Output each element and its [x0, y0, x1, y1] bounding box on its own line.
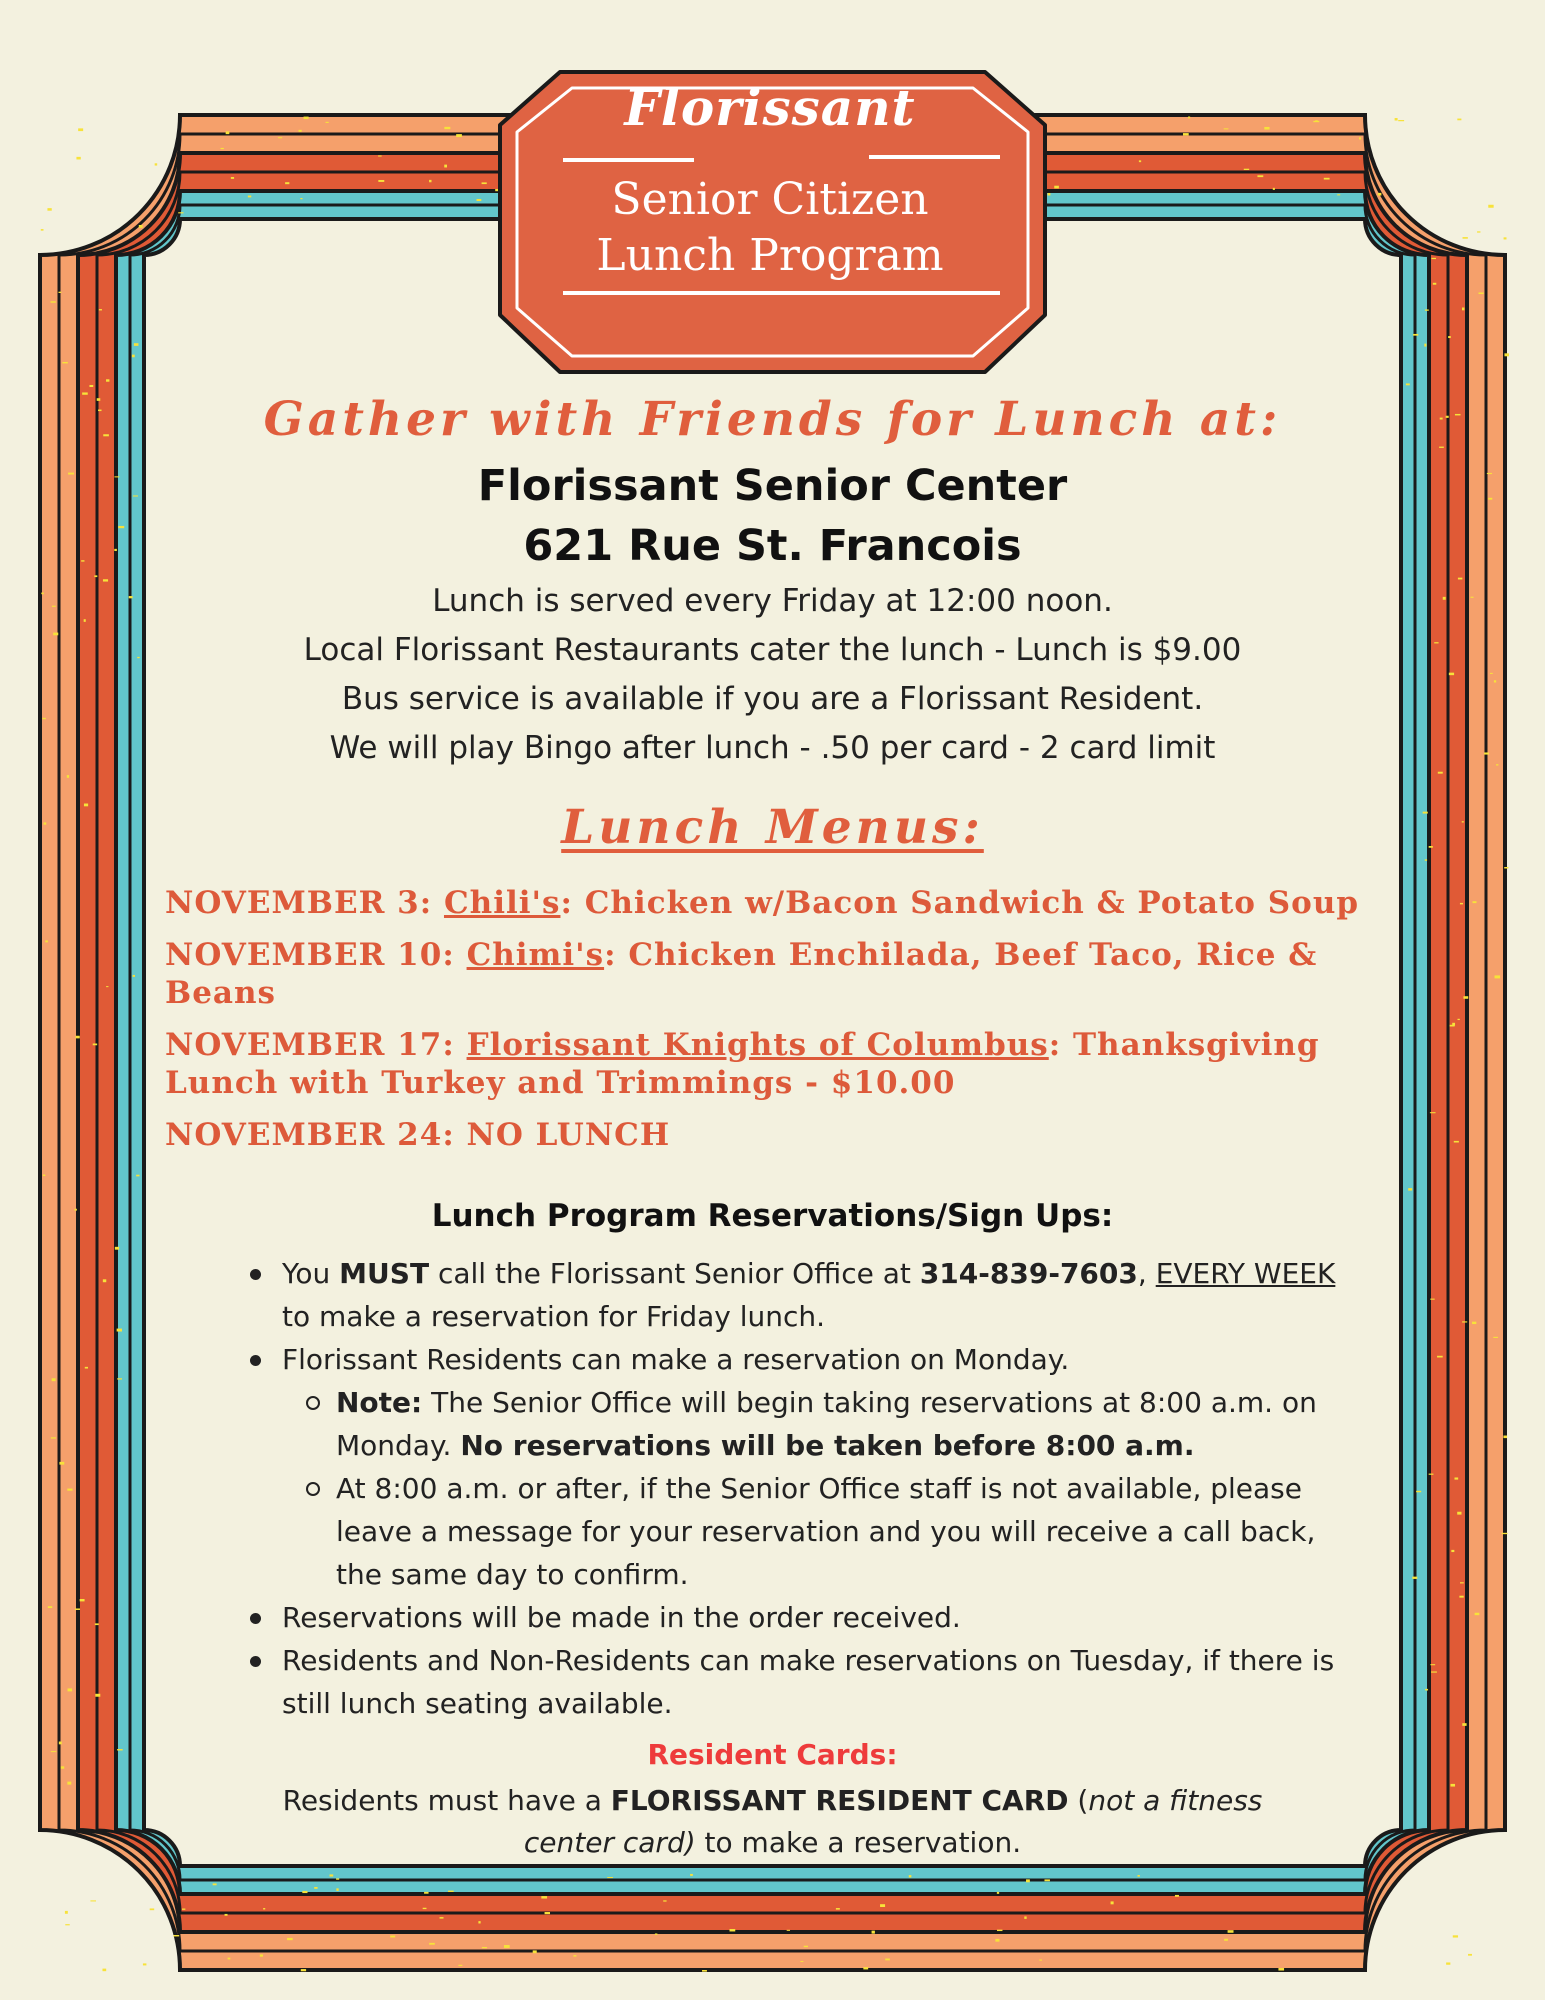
speckle — [114, 549, 117, 551]
menu-description: : Chicken w/Bacon Sandwich & Potato Soup — [560, 885, 1360, 921]
speckle — [1494, 680, 1496, 682]
speckle — [1462, 307, 1464, 310]
speckle — [336, 1888, 338, 1891]
speckle — [1278, 1968, 1284, 1971]
speckle — [997, 1930, 1002, 1931]
speckle — [102, 1969, 106, 1972]
speckle — [1458, 1019, 1460, 1020]
speckle — [76, 1036, 80, 1039]
speckle — [287, 1938, 293, 1940]
speckle — [1175, 1895, 1179, 1897]
speckle — [225, 1914, 228, 1916]
speckle — [178, 212, 183, 213]
speckle — [1454, 1141, 1459, 1143]
speckle — [59, 1462, 64, 1465]
speckle — [1433, 283, 1436, 285]
speckle — [378, 155, 382, 156]
speckle — [43, 1175, 46, 1177]
speckle — [541, 1896, 547, 1898]
speckle — [545, 1912, 550, 1914]
menu-item — [165, 1116, 1405, 1154]
speckle — [1228, 1930, 1234, 1933]
speckle — [533, 1950, 537, 1953]
speckle — [836, 1908, 840, 1910]
bold-text: FLORISSANT RESIDENT CARD — [610, 1784, 1069, 1817]
speckle — [1416, 1491, 1421, 1492]
speckle — [65, 1911, 68, 1914]
speckle — [476, 199, 481, 201]
speckle — [1183, 133, 1189, 135]
speckle — [885, 1959, 890, 1961]
speckle — [97, 398, 101, 401]
speckle — [429, 180, 431, 182]
speckle — [440, 1917, 444, 1919]
speckle — [52, 1378, 56, 1381]
speckle — [134, 343, 139, 346]
speckle — [1504, 867, 1508, 868]
speckle — [448, 1891, 454, 1892]
menu-item — [165, 1026, 1405, 1102]
speckle — [1473, 901, 1477, 903]
must-text: MUST — [339, 1257, 430, 1290]
speckle — [1054, 186, 1059, 189]
speckle — [231, 177, 234, 179]
speckle — [117, 1749, 123, 1750]
speckle — [52, 606, 56, 607]
speckle — [1044, 1879, 1049, 1881]
menu-restaurant: Chimi's — [466, 937, 605, 973]
reservation-bullet — [248, 1252, 1348, 1338]
resident-cards-title: Resident Cards: — [647, 1738, 898, 1771]
speckle — [424, 1892, 428, 1894]
speckle — [155, 163, 157, 165]
venue-name: Florissant Senior Center — [477, 461, 1068, 511]
speckle — [655, 1933, 657, 1935]
speckle — [1026, 1879, 1030, 1882]
speckle — [1451, 1550, 1454, 1552]
speckle — [1412, 1577, 1417, 1579]
lunch-details — [140, 577, 1405, 773]
speckle — [67, 1489, 72, 1491]
speckle — [1188, 117, 1190, 119]
speckle — [1463, 996, 1468, 999]
speckle — [302, 1891, 307, 1893]
speckle — [787, 1930, 790, 1931]
speckle — [41, 593, 43, 595]
menu-date: NOVEMBER 3: — [165, 885, 444, 921]
speckle — [228, 1958, 231, 1960]
speckle — [1460, 903, 1463, 904]
speckle — [1430, 1112, 1436, 1113]
speckle — [1462, 1723, 1466, 1726]
speckle — [423, 1908, 427, 1909]
phone-number: 314-839-7603 — [919, 1257, 1138, 1290]
speckle — [444, 127, 450, 129]
speckle — [1455, 414, 1461, 415]
speckle — [1458, 578, 1462, 580]
speckle — [1138, 1875, 1140, 1877]
speckle — [804, 1946, 808, 1947]
speckle — [1446, 1962, 1450, 1964]
speckle — [1503, 1436, 1507, 1439]
text: to make a reservation for Friday lunch. — [282, 1300, 826, 1333]
speckle — [75, 1608, 80, 1610]
speckle — [1457, 119, 1461, 121]
speckle — [1462, 1321, 1467, 1322]
speckle — [1502, 1533, 1508, 1534]
speckle — [44, 822, 47, 824]
speckle — [51, 1437, 56, 1438]
speckle — [68, 1688, 73, 1691]
speckle — [98, 410, 102, 412]
speckle — [1425, 309, 1429, 310]
speckle — [99, 309, 102, 310]
speckle — [80, 1599, 85, 1601]
speckle — [478, 1921, 480, 1923]
speckle — [390, 1935, 395, 1937]
speckle — [872, 1931, 875, 1934]
detail-line: We will play Bingo after lunch - .50 per card - 2 card limit — [329, 730, 1216, 766]
menu-restaurant: Chili's — [443, 885, 561, 921]
text: You — [282, 1257, 340, 1290]
speckle — [1496, 764, 1498, 765]
speckle — [136, 1175, 139, 1177]
speckle — [114, 476, 119, 477]
menu-item — [165, 884, 1405, 922]
speckle — [129, 596, 133, 598]
reservation-bullet: Reservations will be made in the order received. — [248, 1596, 1348, 1639]
speckle — [299, 130, 302, 132]
speckle — [1443, 597, 1446, 600]
speckle — [729, 1929, 735, 1931]
speckle — [1472, 1322, 1476, 1324]
speckle — [94, 575, 97, 577]
reservations-list — [248, 1252, 1348, 1725]
program-title — [560, 172, 980, 284]
speckle — [429, 1943, 435, 1945]
speckle — [1440, 418, 1443, 420]
speckle — [1024, 1916, 1026, 1918]
speckle — [1463, 237, 1468, 239]
venue — [140, 456, 1405, 576]
speckle — [81, 560, 84, 561]
speckle — [1224, 128, 1229, 129]
speckle — [260, 1954, 263, 1956]
speckle — [1437, 1356, 1443, 1358]
every-week-text: EVERY WEEK — [1155, 1257, 1336, 1290]
menus-title-text: Lunch Menus: — [561, 800, 984, 855]
headline: Gather with Friends for Lunch at: — [263, 392, 1282, 447]
speckle — [115, 1247, 119, 1250]
speckle — [304, 117, 309, 120]
speckle — [1395, 118, 1398, 121]
speckle — [106, 379, 109, 381]
text: The Senior Office will begin taking reservations at 8:00 a.m. on Monday. — [336, 1386, 1317, 1462]
speckle — [85, 1367, 88, 1369]
speckle — [504, 1945, 510, 1948]
speckle — [1454, 1477, 1458, 1479]
speckle — [51, 1751, 56, 1752]
speckle — [117, 1329, 122, 1332]
speckle — [173, 1935, 179, 1936]
speckle — [95, 1694, 100, 1697]
reservation-sub-bullet — [248, 1381, 1348, 1467]
speckle — [143, 1963, 146, 1965]
speckle — [1434, 642, 1438, 643]
speckle — [1471, 597, 1474, 598]
speckle — [1430, 1664, 1435, 1665]
speckle — [1450, 1784, 1455, 1787]
speckle — [75, 1209, 77, 1211]
speckle — [1244, 169, 1249, 170]
speckle — [1487, 473, 1492, 474]
speckle — [1504, 353, 1509, 356]
speckle — [1429, 1474, 1434, 1475]
speckle — [95, 1623, 99, 1625]
speckle — [51, 301, 56, 302]
speckle — [1425, 859, 1427, 860]
speckle — [90, 1900, 96, 1901]
speckle — [1479, 292, 1484, 294]
speckle — [118, 526, 124, 528]
speckle — [103, 579, 108, 581]
speckle — [1413, 334, 1418, 336]
detail-line: Local Florissant Restaurants cater the lunch - Lunch is $9.00 — [303, 632, 1242, 668]
speckle — [1457, 1512, 1461, 1515]
speckle — [863, 1967, 868, 1969]
speckle — [67, 775, 69, 778]
text: ( — [1068, 1784, 1089, 1817]
resident-cards-text — [270, 1780, 1275, 1864]
reservation-sub-bullet: At 8:00 a.m. or after, if the Senior Office staff is not available, please leave a message for your reservation and you will receive a call back, the same day to confirm. — [248, 1467, 1348, 1596]
speckle — [62, 362, 67, 363]
reservations-title: Lunch Program Reservations/Sign Ups: — [431, 1198, 1114, 1234]
speckle — [378, 180, 384, 182]
speckle — [1459, 1596, 1463, 1598]
speckle — [336, 1878, 339, 1879]
speckle — [1431, 1671, 1437, 1672]
speckle — [1453, 1935, 1458, 1937]
speckle — [61, 1766, 64, 1768]
speckle — [82, 392, 88, 394]
speckle — [78, 128, 83, 131]
italic-text: not a fitness center card) — [523, 1784, 1263, 1859]
speckle — [1446, 416, 1449, 418]
speckle — [89, 385, 93, 387]
speckle — [263, 1908, 265, 1909]
speckle — [76, 157, 80, 160]
speckle — [690, 1874, 693, 1876]
speckle — [800, 1961, 803, 1962]
speckle — [1448, 336, 1451, 338]
speckle — [1488, 205, 1493, 208]
speckle — [1438, 772, 1443, 774]
speckle — [106, 986, 108, 987]
menu-item — [165, 936, 1405, 1012]
speckle — [444, 165, 447, 168]
speckle — [301, 1969, 306, 1971]
speckle — [458, 1965, 462, 1966]
speckle — [42, 718, 45, 719]
speckle — [482, 1947, 487, 1948]
menu-restaurant: Florissant Knights of Columbus — [466, 1027, 1049, 1063]
speckle — [1439, 447, 1444, 448]
speckle — [132, 355, 135, 358]
speckle — [48, 1606, 52, 1608]
speckle — [65, 1924, 69, 1925]
detail-line: Bus service is available if you are a Florissant Resident. — [341, 681, 1204, 717]
menu-date: NOVEMBER 10: — [165, 937, 467, 973]
speckle — [1477, 231, 1480, 232]
text: Residents must have a — [282, 1784, 611, 1817]
speckle — [1462, 821, 1464, 822]
speckle — [995, 1939, 999, 1942]
speckle — [1039, 1960, 1042, 1961]
speckle — [1359, 137, 1361, 139]
speckle — [1337, 194, 1340, 195]
speckle — [47, 208, 51, 211]
program-title-line1: Senior Citizen — [611, 174, 929, 225]
speckle — [59, 1742, 62, 1745]
speckle — [1398, 120, 1404, 121]
speckle — [1273, 188, 1275, 190]
program-title-line2: Lunch Program — [596, 230, 944, 281]
speckle — [1139, 160, 1141, 162]
speckle — [133, 975, 135, 977]
speckle — [150, 1908, 155, 1910]
detail-line: Lunch is served every Friday at 12:00 noon. — [432, 583, 1113, 619]
reservation-bullet: Residents and Non-Residents can make reservations on Tuesday, if there is still lunch seating available. — [248, 1639, 1348, 1725]
speckle — [221, 148, 224, 149]
speckle — [103, 434, 109, 436]
speckle — [1490, 673, 1493, 674]
speckle — [1504, 237, 1507, 239]
speckle — [1460, 1582, 1464, 1583]
brand-name: Florissant — [624, 78, 916, 137]
speckle — [103, 1279, 106, 1282]
speckle — [1431, 258, 1436, 259]
speckle — [226, 131, 230, 134]
speckle — [1264, 127, 1269, 130]
speckle — [1484, 752, 1489, 754]
speckle — [607, 1877, 613, 1878]
speckle — [1257, 175, 1263, 177]
speckle — [68, 473, 74, 475]
speckle — [67, 1782, 71, 1785]
speckle — [1468, 1954, 1472, 1956]
text: to make a reservation. — [695, 1826, 1022, 1859]
menu-list — [165, 884, 1405, 1168]
speckle — [93, 1044, 97, 1046]
speckle — [1406, 383, 1410, 385]
speckle — [300, 198, 302, 199]
speckle — [1475, 1613, 1480, 1615]
speckle — [285, 182, 289, 184]
speckle — [213, 1883, 217, 1885]
speckle — [482, 182, 487, 184]
speckle — [702, 1970, 707, 1972]
speckle — [663, 1900, 666, 1901]
speckle — [45, 940, 48, 942]
speckle — [573, 1955, 576, 1956]
speckle — [1430, 1299, 1434, 1300]
speckle — [1324, 178, 1330, 180]
speckle — [997, 1892, 999, 1894]
speckle — [909, 1875, 912, 1877]
speckle — [880, 1904, 885, 1907]
speckle — [1424, 344, 1426, 347]
speckle — [1111, 1901, 1114, 1904]
speckle — [139, 225, 143, 228]
speckle — [1488, 498, 1492, 500]
speckle — [330, 1874, 334, 1876]
menus-title — [140, 800, 1405, 855]
speckle — [1378, 193, 1382, 196]
speckle — [1425, 1689, 1428, 1691]
speckle — [1493, 1337, 1498, 1338]
speckle — [1408, 1188, 1412, 1190]
speckle — [1423, 812, 1428, 814]
speckle — [456, 134, 462, 137]
speckle — [41, 229, 44, 231]
speckle — [53, 633, 58, 636]
speckle — [1224, 1939, 1228, 1941]
speckle — [248, 196, 251, 198]
note-label: Note: — [336, 1386, 423, 1419]
menu-date: NOVEMBER 17: — [165, 1027, 467, 1063]
speckle — [59, 292, 62, 293]
speckle — [133, 495, 138, 496]
speckle — [1429, 846, 1433, 848]
speckle — [84, 619, 86, 622]
speckle — [182, 1909, 185, 1910]
speckle — [314, 1887, 317, 1889]
speckle — [1449, 673, 1454, 676]
reservation-bullet: Florissant Residents can make a reservation on Monday. — [248, 1338, 1348, 1381]
menu-date: NOVEMBER 24: NO LUNCH — [165, 1117, 671, 1153]
speckle — [1048, 193, 1051, 195]
menu-description: : Chicken Enchilada, Beef Taco, Rice & Beans — [165, 937, 1318, 1011]
text: , — [1137, 1257, 1156, 1290]
speckle — [278, 137, 282, 138]
speckle — [117, 1378, 122, 1379]
speckle — [326, 122, 329, 123]
venue-address: 621 Rue St. Francois — [523, 521, 1022, 571]
speckle — [1495, 975, 1501, 978]
menu-description: : Thanksgiving Lunch with Turkey and Trimmings - $10.00 — [165, 1027, 1320, 1101]
speckle — [84, 804, 88, 807]
speckle — [1452, 1023, 1455, 1026]
speckle — [1313, 121, 1319, 122]
bold-text: No reservations will be taken before 8:00 a.m. — [460, 1429, 1195, 1462]
text: call the Florissant Senior Office at — [429, 1257, 920, 1290]
